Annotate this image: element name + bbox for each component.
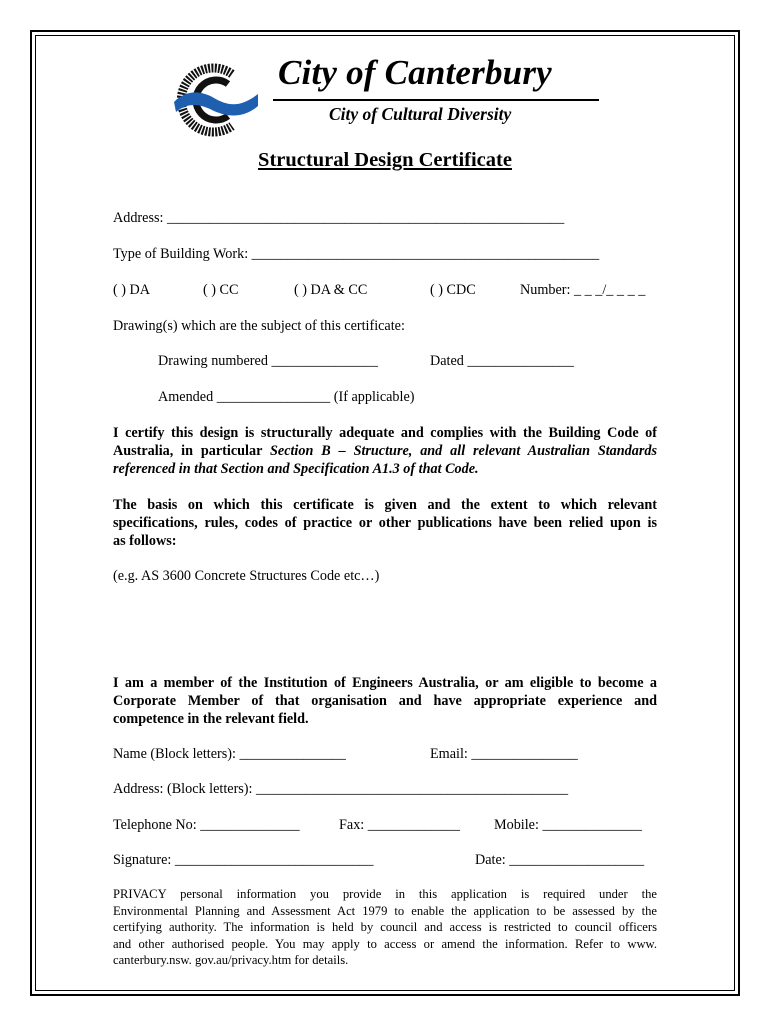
certify-statement (113, 424, 657, 478)
member-line-2: Corporate Member of that organisation and have appropriate experience and (113, 693, 657, 709)
basis-line-1: The basis on which this certificate is given and the extent to which relevant (113, 497, 657, 513)
name-field[interactable]: Name (Block letters): _______________ (113, 746, 346, 762)
email-field[interactable]: Email: _______________ (430, 746, 578, 762)
certify-line-2-bold: Australia, in particular (113, 443, 270, 459)
building-work-type-field[interactable]: Type of Building Work: _________________________________________________ (113, 246, 600, 262)
basis-statement (113, 496, 657, 550)
address-field[interactable]: Address: ________________________________________________________ (113, 210, 565, 226)
privacy-line-2: Environmental Planning and Assessment Act 1979 to enable the application to be assessed by the (113, 903, 657, 918)
privacy-line-5: canterbury.nsw. gov.au/privacy.htm for details. (113, 953, 349, 967)
drawings-intro-text: Drawing(s) which are the subject of this certificate: (113, 318, 405, 334)
document-title: Structural Design Certificate (258, 149, 512, 171)
option-da-cc-checkbox[interactable]: ( ) DA & CC (294, 282, 368, 298)
certify-line-1: I certify this design is structurally adequate and complies with the Building Code of (113, 425, 657, 441)
option-cc-checkbox[interactable]: ( ) CC (203, 282, 239, 298)
privacy-notice (113, 886, 657, 969)
option-da-checkbox[interactable]: ( ) DA (113, 282, 151, 298)
privacy-line-1: PRIVACY personal information you provide in this application is required under the (113, 887, 657, 901)
fax-field[interactable]: Fax: _____________ (339, 817, 460, 833)
certify-line-2-italic: Section B – Structure, and all relevant Australian Standards (270, 443, 657, 459)
header-divider (273, 99, 599, 101)
telephone-field[interactable]: Telephone No: ______________ (113, 817, 300, 833)
org-tagline: City of Cultural Diversity (329, 104, 512, 124)
application-number-field[interactable]: Number: _ _ _/_ _ _ _ (520, 282, 646, 298)
contact-address-field[interactable]: Address: (Block letters): ____________________________________________ (113, 781, 569, 797)
member-line-3: competence in the relevant field. (113, 711, 309, 727)
member-line-1: I am a member of the Institution of Engineers Australia, or am eligible to become a (113, 675, 657, 691)
org-name: City of Canterbury (278, 53, 552, 92)
signature-field[interactable]: Signature: ____________________________ (113, 852, 374, 868)
privacy-line-4: and other authorised people. You may apply to access or amend the information. Refer to www. (113, 936, 657, 951)
option-cdc-checkbox[interactable]: ( ) CDC (430, 282, 476, 298)
certify-line-3-italic: referenced in that Section and Specification A1.3 of that Code. (113, 461, 479, 477)
mobile-field[interactable]: Mobile: ______________ (494, 817, 642, 833)
privacy-line-3: certifying authority. The information is held by council and access is restricted to council officers (113, 920, 657, 934)
basis-example-text: (e.g. AS 3600 Concrete Structures Code etc…) (113, 568, 380, 584)
basis-line-2: specifications, rules, codes of practice or other publications have been relied upon is (113, 515, 657, 531)
drawing-dated-field[interactable]: Dated _______________ (430, 353, 574, 369)
canterbury-logo-icon (170, 60, 260, 140)
date-field[interactable]: Date: ___________________ (475, 852, 645, 868)
amended-field[interactable]: Amended ________________ (If applicable) (158, 389, 415, 405)
drawing-numbered-field[interactable]: Drawing numbered _______________ (158, 353, 378, 369)
member-statement (113, 674, 657, 728)
basis-line-3: as follows: (113, 533, 177, 549)
